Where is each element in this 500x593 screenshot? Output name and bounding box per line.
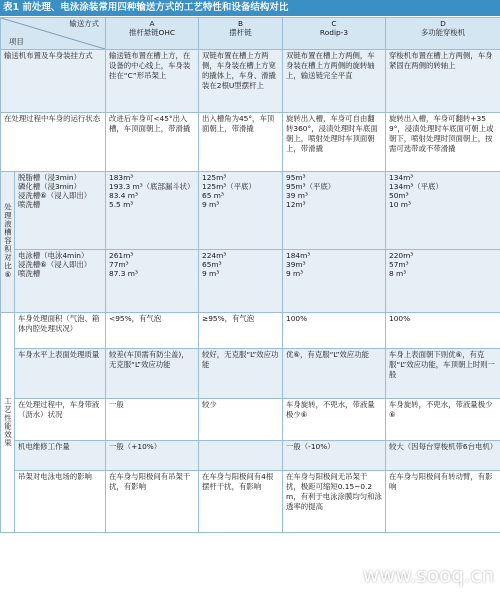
volume-value: 8 m³ xyxy=(389,269,407,278)
row-label: 机电维修工作量 xyxy=(15,441,106,471)
row-electrocoat-tanks xyxy=(1,250,500,313)
volume-value: 65 m³ xyxy=(202,191,224,200)
column-name: 摆杆链 xyxy=(229,28,252,37)
volume-value: 95m³ xyxy=(286,173,306,182)
column-header-a xyxy=(106,18,199,50)
cell-d: 旋转出入槽，车身可翻转+359°，浸渍处理时车底面可朝上或朝下，喷射处理时顶面朝上，按需可选带或不带滑撬 xyxy=(386,113,500,172)
volume-value: 183m³ xyxy=(109,173,134,182)
volume-value: 10 m³ xyxy=(389,200,411,209)
cell-a: 一般 xyxy=(106,399,199,441)
row-hanger-effect xyxy=(1,471,500,533)
row-label: 输送机布置及车身装挂方式 xyxy=(1,50,106,113)
group-label-mark: ⑥ xyxy=(3,270,13,281)
volume-value: 57m³ xyxy=(389,260,409,269)
row-body-motion xyxy=(1,113,500,172)
cell-a: 一般（+10%） xyxy=(106,441,199,471)
comparison-table xyxy=(0,17,500,533)
cell-b: 在车身与阳极间有4根摆杆干扰，有影响 xyxy=(199,471,283,533)
cell-b: 双链布置在槽上方两侧，车身装在槽上方宽的撬体上，车身、滑撬装在2根U型摆杆上 xyxy=(199,50,283,113)
volume-value: 9 m³ xyxy=(202,200,220,209)
group-label-text: 处理液槽容积对比 xyxy=(3,203,13,271)
volume-value: 12m³ xyxy=(286,200,306,209)
volume-value: 39m³ xyxy=(286,260,306,269)
column-header-c xyxy=(283,18,386,50)
volume-value: 125m³ xyxy=(202,173,227,182)
row-treated-area xyxy=(1,313,500,349)
row-label: 在处理过程中，车身带液（沥水）状况 xyxy=(15,399,106,441)
column-letter: C xyxy=(331,19,337,28)
cell-a: 输送链布置在槽上方，在设备的中心线上，车身装挂在“C”形吊架上 xyxy=(106,50,199,113)
volume-value: 193.3 m³（底部漏斗状） xyxy=(109,182,195,191)
volume-value: 87.3 m³ xyxy=(109,269,138,278)
volume-value: 220m³ xyxy=(389,251,414,260)
volume-value: 9 m³ xyxy=(202,269,220,278)
item-label: 喷洗槽 xyxy=(18,200,41,209)
cell-c: 优⑥，有克服“L”效应功能 xyxy=(283,349,386,399)
volume-value: 261m³ xyxy=(109,251,134,260)
cell-c: 旋转出入槽，车身可自由翻转360°，浸渍处理时车底面朝上，喷射处理时车顶面朝上，带滑撬 xyxy=(283,113,386,172)
group-label-process: 工艺性能效果 xyxy=(1,313,15,533)
column-letter: A xyxy=(149,19,155,28)
item-label: 浸洗槽⑥（浸入即出） xyxy=(18,260,92,269)
row-label: 吊架对电泳电场的影响 xyxy=(15,471,106,533)
row-maintenance xyxy=(1,441,500,471)
cell-b: ≥95%，有气泡 xyxy=(199,313,283,349)
column-letter: B xyxy=(237,19,244,28)
volume-value: 83.4 m³ xyxy=(109,191,138,200)
item-label: 浸洗槽⑥（浸入即出） xyxy=(18,191,92,200)
cell-c xyxy=(283,250,386,313)
cell-d xyxy=(386,250,500,313)
cell-d: 100% xyxy=(386,313,500,349)
volume-value: 224m³ xyxy=(202,251,227,260)
item-label: 电泳槽（电泳4min） xyxy=(18,251,89,260)
table-title: 表1 前处理、电泳涂装常用四种输送方式的工艺特性和设备结构对比 xyxy=(0,0,500,16)
cell-c: 车身旋转，不兜水，带液量极少⑥ xyxy=(283,399,386,441)
cell-c: 在车身与阳极间无吊架干扰，极距可缩短0.15~0.2m，有利于电泳涂膜均匀和泳透率的提高 xyxy=(283,471,386,533)
cell-d xyxy=(386,172,500,250)
cell-a xyxy=(106,172,199,250)
cell-d: 穿梭机布置在槽上方两侧，车身紧固在两侧的转轴上 xyxy=(386,50,500,113)
column-name: 多功能穿梭机 xyxy=(420,28,466,37)
watermark: www.sooq.cn xyxy=(362,563,494,587)
corner-label-item: 项目 xyxy=(9,37,24,46)
cell-d: 较大（因每台穿梭机带6台电机） xyxy=(386,441,500,471)
row-label: 车身水平上表面处理质量 xyxy=(15,349,106,399)
volume-value: 5.5 m³ xyxy=(109,200,134,209)
volume-value: 184m³ xyxy=(286,251,311,260)
cell-a: 在车身与阳极间有吊架干扰，有影响 xyxy=(106,471,199,533)
column-letter: D xyxy=(440,19,446,28)
column-name: Rodip-3 xyxy=(319,28,349,37)
group-label-tank-volume xyxy=(1,172,15,313)
cell-c: 一般（-10%） xyxy=(283,441,386,471)
volume-value: 77m³ xyxy=(109,260,129,269)
volume-value: 125m³（平底） xyxy=(202,182,256,191)
volume-value: 39 m³ xyxy=(286,191,308,200)
row-label-items xyxy=(15,250,106,313)
cell-b xyxy=(199,250,283,313)
volume-value: 50m³ xyxy=(389,191,409,200)
cell-c xyxy=(283,172,386,250)
row-pretreatment-tanks xyxy=(1,172,500,250)
volume-value: 95m³（平底） xyxy=(286,182,336,191)
cell-a xyxy=(106,250,199,313)
volume-value: 9 m³ xyxy=(286,269,304,278)
item-label: 磷化槽（浸3min） xyxy=(18,182,81,191)
cell-a: <95%，有气泡 xyxy=(106,313,199,349)
item-label: 喷洗槽 xyxy=(18,269,41,278)
column-name: 推杆悬链OHC xyxy=(128,28,176,37)
header-row xyxy=(1,18,500,50)
corner-label-conveyor: 输送方式 xyxy=(69,19,99,28)
cell-c: 双链布置在槽上方两侧，车身装在槽上方两侧的旋转轴上，输送链完全平直 xyxy=(283,50,386,113)
volume-value: 134m³（平底） xyxy=(389,182,443,191)
cell-c: 100% xyxy=(283,313,386,349)
row-label: 在处理过程中车身的运行状态 xyxy=(1,113,106,172)
cell-d: 车身旋转，不兜水，带液量极少⑥ xyxy=(386,399,500,441)
cell-b xyxy=(199,172,283,250)
row-label: 车身处理面积（气泡、箱体内腔处理状况） xyxy=(15,313,106,349)
row-liquid-carryover xyxy=(1,399,500,441)
cell-b: 较少 xyxy=(199,399,283,441)
row-label-items xyxy=(15,172,106,250)
cell-d: 车身上表面朝下则优⑥，有克服“L”效应功能，车顶朝上时则一般 xyxy=(386,349,500,399)
cell-b: 出入槽角为45°，车顶面朝上，带滑撬 xyxy=(199,113,283,172)
column-header-b xyxy=(199,18,283,50)
volume-value: 65m³ xyxy=(202,260,222,269)
row-conveyor-layout xyxy=(1,50,500,113)
cell-b xyxy=(199,441,283,471)
row-surface-quality xyxy=(1,349,500,399)
cell-a: 改进后车身可<45°出入槽，车顶面朝上，带滑撬 xyxy=(106,113,199,172)
column-header-d xyxy=(386,18,500,50)
header-corner-cell xyxy=(1,18,106,50)
cell-d: 在车身与阳极间有转动臂，有影响 xyxy=(386,471,500,533)
item-label: 脱脂槽（浸3min） xyxy=(18,173,81,182)
cell-a: 较差(车顶需有防尘盖)，无克服“L”效应功能 xyxy=(106,349,199,399)
volume-value: 134m³ xyxy=(389,173,414,182)
cell-b: 较好，无克服“L”效应功能 xyxy=(199,349,283,399)
